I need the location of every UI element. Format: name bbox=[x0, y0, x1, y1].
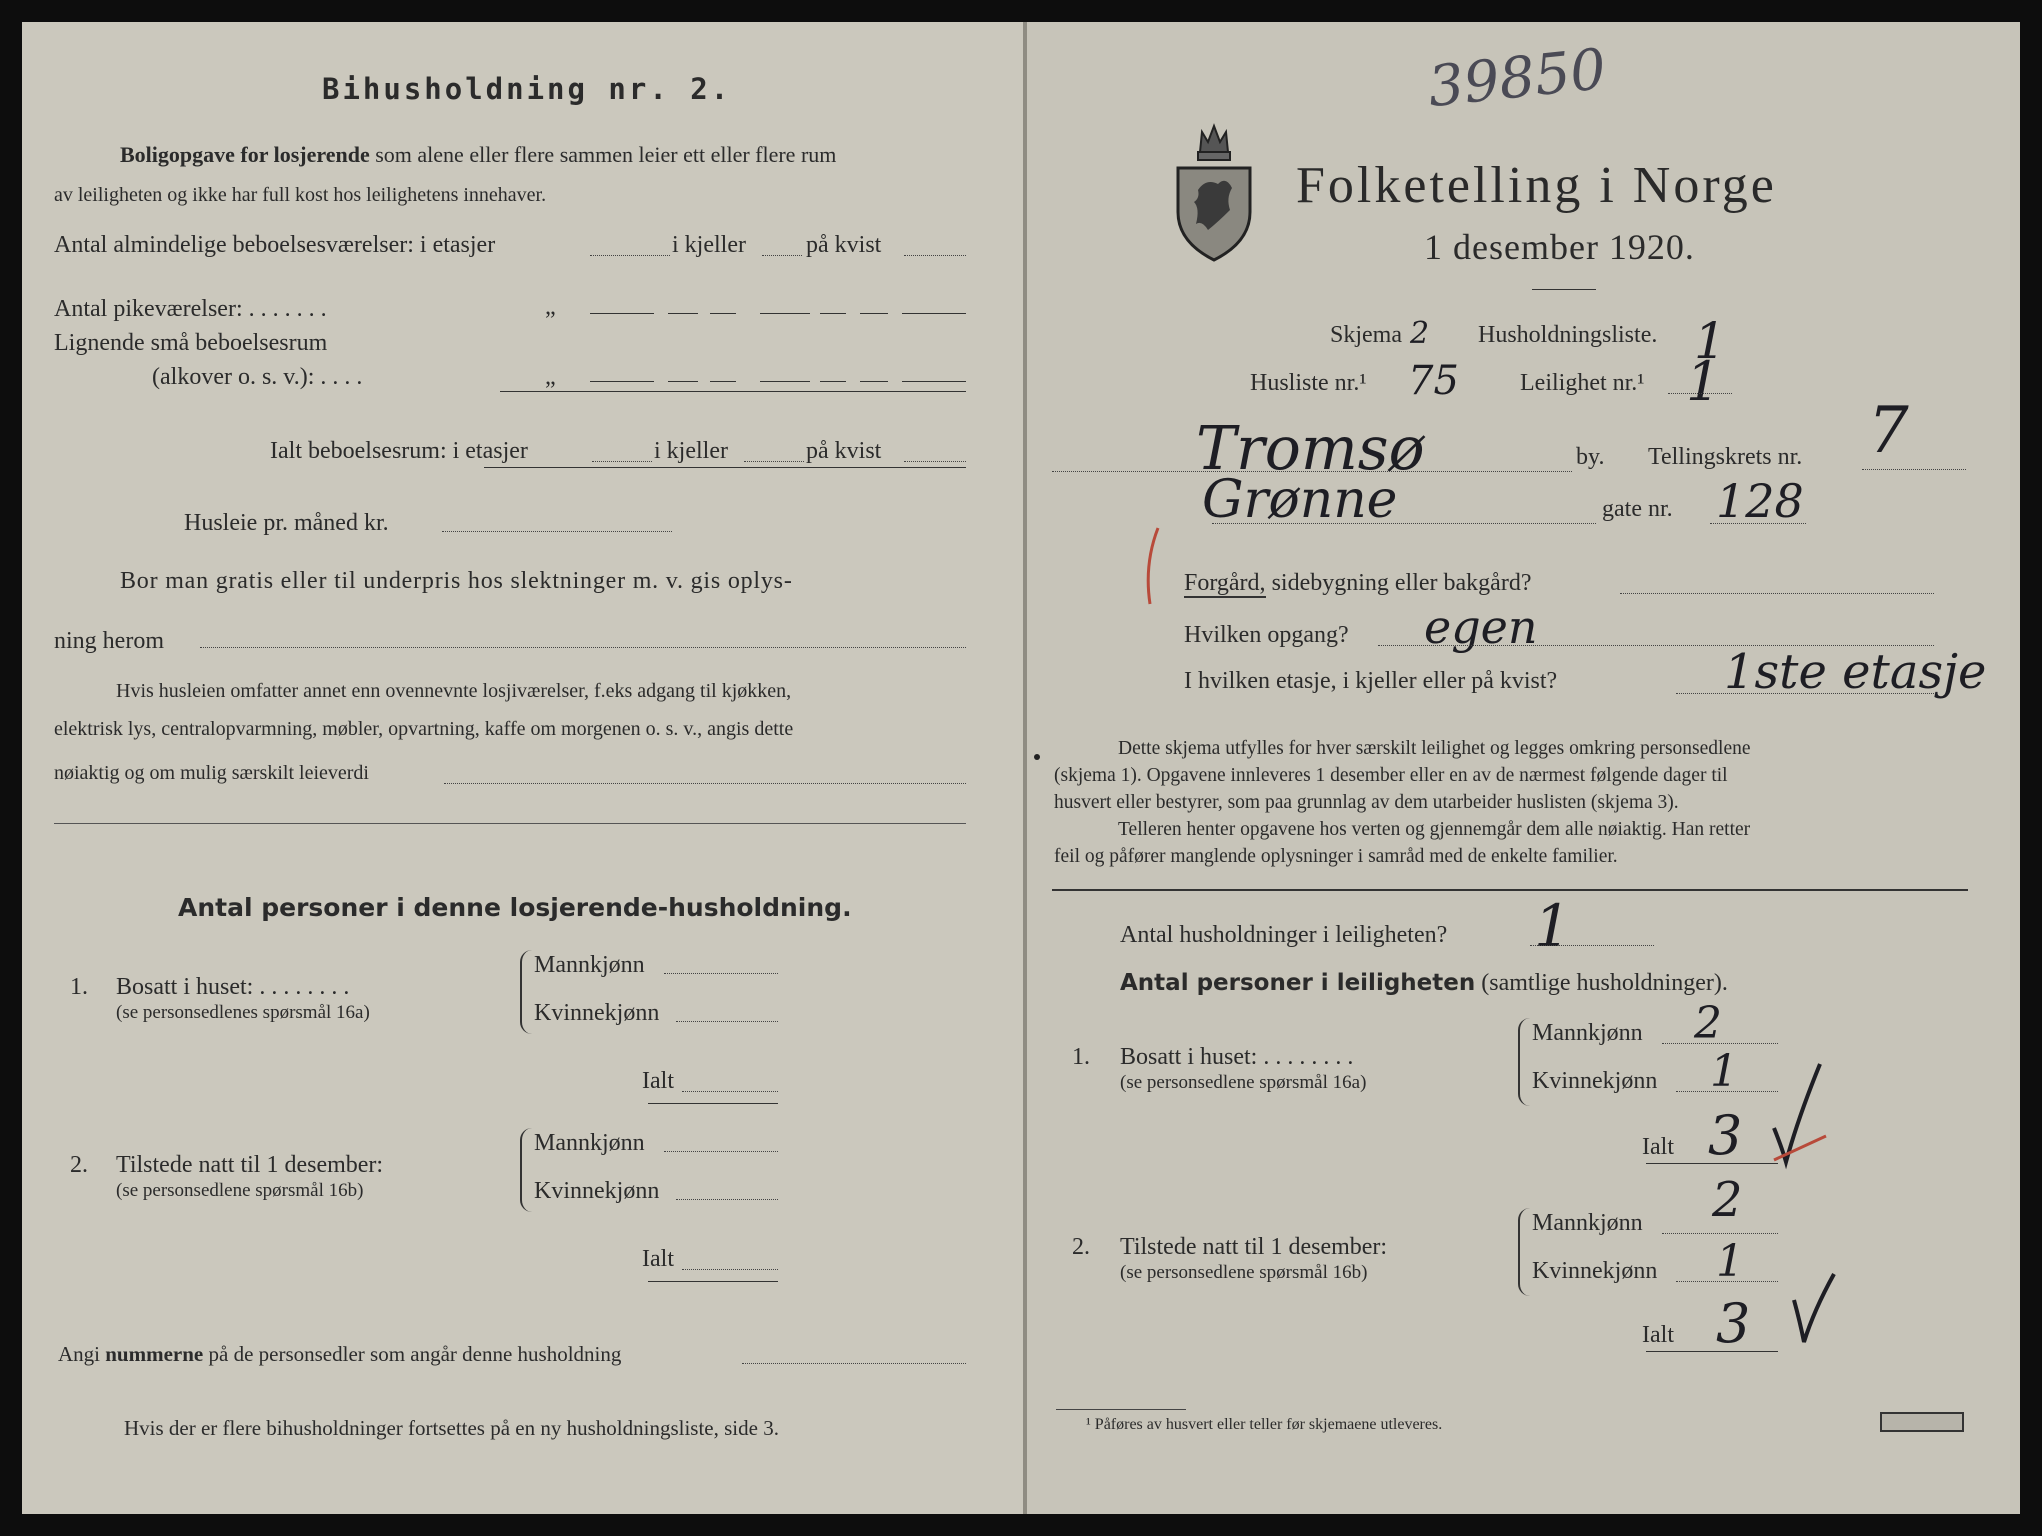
numbers-rest: på de personsedler som angår denne husholdning bbox=[208, 1342, 622, 1366]
house-list-label: Husliste nr.¹ bbox=[1250, 370, 1367, 396]
right-q1-female-field[interactable] bbox=[1676, 1090, 1778, 1092]
right-q2-male-value: 2 bbox=[1712, 1172, 1743, 1228]
household-list-value: 1 bbox=[1694, 312, 1726, 370]
info-line-1: Dette skjema utfylles for hver særskilt leilighet og legges omkring personsedlene bbox=[1118, 738, 1751, 759]
free-line-1: Bor man gratis eller til underpris hos slektninger m. v. gis oplys- bbox=[120, 568, 793, 594]
check-mark-icon bbox=[1790, 1270, 1840, 1350]
ditto-line bbox=[590, 380, 654, 382]
schema-label: Skjema bbox=[1330, 322, 1402, 348]
right-q2-sub: (se personsedlene spørsmål 16b) bbox=[1120, 1262, 1368, 1283]
stamp-number: 39850 bbox=[1425, 36, 1610, 121]
free-field[interactable] bbox=[200, 646, 966, 648]
right-q2-male-field[interactable] bbox=[1662, 1232, 1778, 1234]
bullet-mark bbox=[1034, 754, 1040, 760]
ditto-line bbox=[760, 380, 810, 382]
district-field[interactable] bbox=[1862, 468, 1966, 470]
left-q1-brace bbox=[520, 950, 532, 1034]
left-q2-total-label: Ialt bbox=[642, 1246, 674, 1272]
house-list-value: 75 bbox=[1408, 358, 1459, 404]
households-label: Antal husholdninger i leiligheten? bbox=[1120, 922, 1448, 948]
ditto-line bbox=[760, 312, 810, 314]
printer-mark bbox=[1880, 1412, 1964, 1432]
left-q1-sub: (se personsedlenes spørsmål 16a) bbox=[116, 1002, 370, 1023]
left-q1-male-field[interactable] bbox=[664, 972, 778, 974]
left-q1-number: 1. bbox=[70, 974, 88, 1000]
schema-value: 2 bbox=[1410, 316, 1430, 351]
left-q1-total-underline bbox=[648, 1102, 778, 1104]
street-number-field[interactable] bbox=[1710, 522, 1806, 524]
ditto-line bbox=[710, 380, 736, 382]
right-q2-total-value: 3 bbox=[1716, 1292, 1751, 1355]
rent-note-3: nøiaktig og om mulig særskilt leieverdi bbox=[54, 762, 369, 784]
left-q2-number: 2. bbox=[70, 1152, 88, 1178]
info-separator bbox=[1052, 888, 1968, 891]
households-field[interactable] bbox=[1530, 944, 1654, 946]
floor-label: I hvilken etasje, i kjeller eller på kvist? bbox=[1184, 668, 1558, 694]
intro-rest: som alene eller flere sammen leier ett eller flere rum bbox=[375, 142, 837, 167]
right-persons-heading bbox=[1120, 970, 1728, 997]
entrance-value: egen bbox=[1424, 600, 1538, 654]
street-field[interactable] bbox=[1212, 522, 1596, 524]
bihusholdning-title: Bihusholdning nr. 2. bbox=[322, 72, 732, 106]
district-label: Tellingskrets nr. bbox=[1648, 444, 1803, 470]
total-rooms-cellar-label: i kjeller bbox=[654, 438, 728, 464]
intro-line-2: av leiligheten og ikke har full kost hos leilighetens innehaver. bbox=[54, 184, 547, 206]
ditto-line bbox=[590, 312, 654, 314]
footnote: ¹ Påføres av husvert eller teller før skjemaene utleveres. bbox=[1086, 1416, 1443, 1433]
right-q1-total-label: Ialt bbox=[1642, 1134, 1674, 1160]
left-q2-label: Tilstede natt til 1 desember: bbox=[116, 1152, 384, 1178]
small-rooms-label-2: (alkover o. s. v.): . . . . bbox=[152, 364, 363, 390]
yard-line bbox=[1184, 570, 1531, 597]
footnote-rule bbox=[1056, 1408, 1186, 1410]
rent-note-2: elektrisk lys, centralopvarmning, møbler, opvartning, kaffe om morgenen o. s. v., angis dette bbox=[54, 718, 794, 740]
street-label: gate nr. bbox=[1602, 496, 1673, 522]
total-rooms-underline bbox=[484, 466, 966, 468]
apartment-field[interactable] bbox=[1668, 392, 1732, 394]
census-title: Folketelling i Norge bbox=[1296, 157, 1777, 214]
right-q2-female-label: Kvinnekjønn bbox=[1532, 1258, 1658, 1284]
rooms-attic-field[interactable] bbox=[904, 254, 966, 256]
census-date: 1 desember 1920. bbox=[1424, 227, 1695, 267]
left-persons-heading: Antal personer i denne losjerende-husholdning. bbox=[178, 893, 852, 922]
right-q2-male-label: Mannkjønn bbox=[1532, 1210, 1643, 1236]
left-q2-male-field[interactable] bbox=[664, 1150, 778, 1152]
left-q2-total-underline bbox=[648, 1280, 778, 1282]
rooms-cellar-label: i kjeller bbox=[672, 232, 746, 258]
rooms-attic-label: på kvist bbox=[806, 232, 882, 258]
ditto-line bbox=[902, 380, 966, 382]
left-q1-male-label: Mannkjønn bbox=[534, 952, 645, 978]
numbers-prefix: Angi bbox=[58, 1342, 100, 1366]
right-q2-number: 2. bbox=[1072, 1234, 1090, 1260]
floor-value: 1ste etasje bbox=[1724, 644, 1987, 700]
ditto-line bbox=[710, 312, 736, 314]
right-q2-female-value: 1 bbox=[1716, 1236, 1744, 1287]
household-list-label: Husholdningsliste. bbox=[1478, 322, 1658, 348]
floor-field[interactable] bbox=[1676, 692, 1934, 694]
left-q2-brace bbox=[520, 1128, 532, 1212]
left-q2-female-label: Kvinnekjønn bbox=[534, 1178, 660, 1204]
apartment-label: Leilighet nr.¹ bbox=[1520, 370, 1645, 396]
right-q2-total-underline bbox=[1646, 1350, 1778, 1352]
city-value: Tromsø bbox=[1196, 414, 1425, 484]
right-q1-male-label: Mannkjønn bbox=[1532, 1020, 1643, 1046]
total-rooms-label: Ialt beboelsesrum: i etasjer bbox=[270, 438, 528, 464]
right-persons-heading-rest: (samtlige husholdninger). bbox=[1481, 970, 1728, 996]
right-q1-total-value: 3 bbox=[1708, 1104, 1743, 1167]
rent-field[interactable] bbox=[442, 530, 672, 532]
left-q1-total-label: Ialt bbox=[642, 1068, 674, 1094]
info-line-3: husvert eller bestyrer, som paa grunnlag av dem utarbeider huslisten (skjema 3). bbox=[1054, 792, 1679, 813]
intro-bold: Boligopgave for losjerende bbox=[120, 142, 370, 167]
ditto-line bbox=[668, 380, 698, 382]
street-value: Grønne bbox=[1202, 470, 1398, 530]
ditto-line bbox=[820, 312, 846, 314]
ditto-line bbox=[860, 312, 888, 314]
red-stroke-icon bbox=[1770, 1130, 1830, 1166]
right-q1-brace bbox=[1518, 1018, 1530, 1106]
total-rooms-floors-field[interactable] bbox=[592, 460, 652, 462]
ditto-line bbox=[820, 380, 846, 382]
ditto-mark: „ bbox=[545, 364, 556, 390]
info-line-2: (skjema 1). Opgavene innleveres 1 desember eller en av de nærmest følgende dager til bbox=[1054, 765, 1728, 786]
rent-note-field[interactable] bbox=[444, 782, 966, 784]
small-rooms-underline bbox=[500, 390, 966, 392]
yard-field[interactable] bbox=[1620, 592, 1934, 594]
norway-coat-of-arms-icon bbox=[1172, 112, 1256, 262]
left-q2-female-field[interactable] bbox=[676, 1198, 778, 1200]
district-value: 7 bbox=[1868, 394, 1909, 468]
total-rooms-attic-label: på kvist bbox=[806, 438, 882, 464]
left-q2-total-field[interactable] bbox=[682, 1268, 778, 1270]
yard-rest: sidebygning eller bakgård? bbox=[1271, 570, 1532, 596]
small-rooms-label-1: Lignende små beboelsesrum bbox=[54, 330, 328, 356]
rooms-floors-field[interactable] bbox=[590, 254, 670, 256]
rent-note-separator bbox=[54, 822, 966, 824]
right-q1-total-underline bbox=[1646, 1162, 1778, 1164]
rooms-label: Antal almindelige beboelsesværelser: i etasjer bbox=[54, 232, 496, 258]
rent-label: Husleie pr. måned kr. bbox=[184, 510, 389, 536]
ditto-line bbox=[860, 380, 888, 382]
info-line-4: Telleren henter opgavene hos verten og gjennemgår dem alle nøiaktig. Han retter bbox=[1118, 819, 1751, 840]
numbers-line bbox=[58, 1342, 621, 1367]
households-value: 1 bbox=[1534, 892, 1571, 960]
total-rooms-attic-field[interactable] bbox=[904, 460, 966, 462]
ditto-line bbox=[668, 312, 698, 314]
total-rooms-cellar-field[interactable] bbox=[744, 460, 804, 462]
left-q2-male-label: Mannkjønn bbox=[534, 1130, 645, 1156]
apartment-value: 1 bbox=[1686, 350, 1721, 413]
right-q1-female-value: 1 bbox=[1710, 1046, 1738, 1097]
left-q1-total-field[interactable] bbox=[682, 1090, 778, 1092]
numbers-field[interactable] bbox=[742, 1362, 966, 1364]
title-divider bbox=[1532, 288, 1596, 290]
right-q1-sub: (se personsedlene spørsmål 16a) bbox=[1120, 1072, 1367, 1093]
rooms-cellar-field[interactable] bbox=[762, 254, 802, 256]
right-q2-brace bbox=[1518, 1208, 1530, 1296]
ditto-mark: „ bbox=[545, 294, 556, 320]
right-q1-label: Bosatt i huset: . . . . . . . . bbox=[1120, 1044, 1354, 1070]
right-persons-heading-bold: Antal personer i leiligheten bbox=[1120, 970, 1476, 996]
info-line-5: feil og påfører manglende oplysninger i samråd med de enkelte familier. bbox=[1054, 846, 1618, 867]
yard-prefix: Forgård, bbox=[1184, 570, 1266, 596]
right-q1-female-label: Kvinnekjønn bbox=[1532, 1068, 1658, 1094]
left-q1-female-field[interactable] bbox=[676, 1020, 778, 1022]
left-q1-label: Bosatt i huset: . . . . . . . . bbox=[116, 974, 350, 1000]
numbers-bold: nummerne bbox=[105, 1342, 204, 1366]
right-q1-male-value: 2 bbox=[1694, 998, 1722, 1049]
rent-note-1: Hvis husleien omfatter annet enn ovennevnte losjiværelser, f.eks adgang til kjøkken, bbox=[116, 680, 792, 702]
left-footer: Hvis der er flere bihusholdninger fortsettes på en ny husholdningsliste, side 3. bbox=[124, 1416, 779, 1440]
intro-line-1 bbox=[120, 142, 836, 168]
ditto-line bbox=[902, 312, 966, 314]
entrance-label: Hvilken opgang? bbox=[1184, 622, 1349, 648]
left-q1-female-label: Kvinnekjønn bbox=[534, 1000, 660, 1026]
free-line-2: ning herom bbox=[54, 628, 164, 654]
street-number-value: 128 bbox=[1716, 474, 1804, 528]
maid-rooms-label: Antal pikeværelser: . . . . . . . bbox=[54, 296, 327, 322]
page-fold bbox=[1023, 22, 1027, 1514]
right-q2-female-field[interactable] bbox=[1676, 1280, 1778, 1282]
right-q2-label: Tilstede natt til 1 desember: bbox=[1120, 1234, 1388, 1260]
city-label: by. bbox=[1576, 444, 1605, 470]
right-q1-male-field[interactable] bbox=[1662, 1042, 1778, 1044]
left-q2-sub: (se personsedlene spørsmål 16b) bbox=[116, 1180, 364, 1201]
right-q1-number: 1. bbox=[1072, 1044, 1090, 1070]
right-q2-total-label: Ialt bbox=[1642, 1322, 1674, 1348]
red-check-mark-icon bbox=[1136, 524, 1166, 608]
